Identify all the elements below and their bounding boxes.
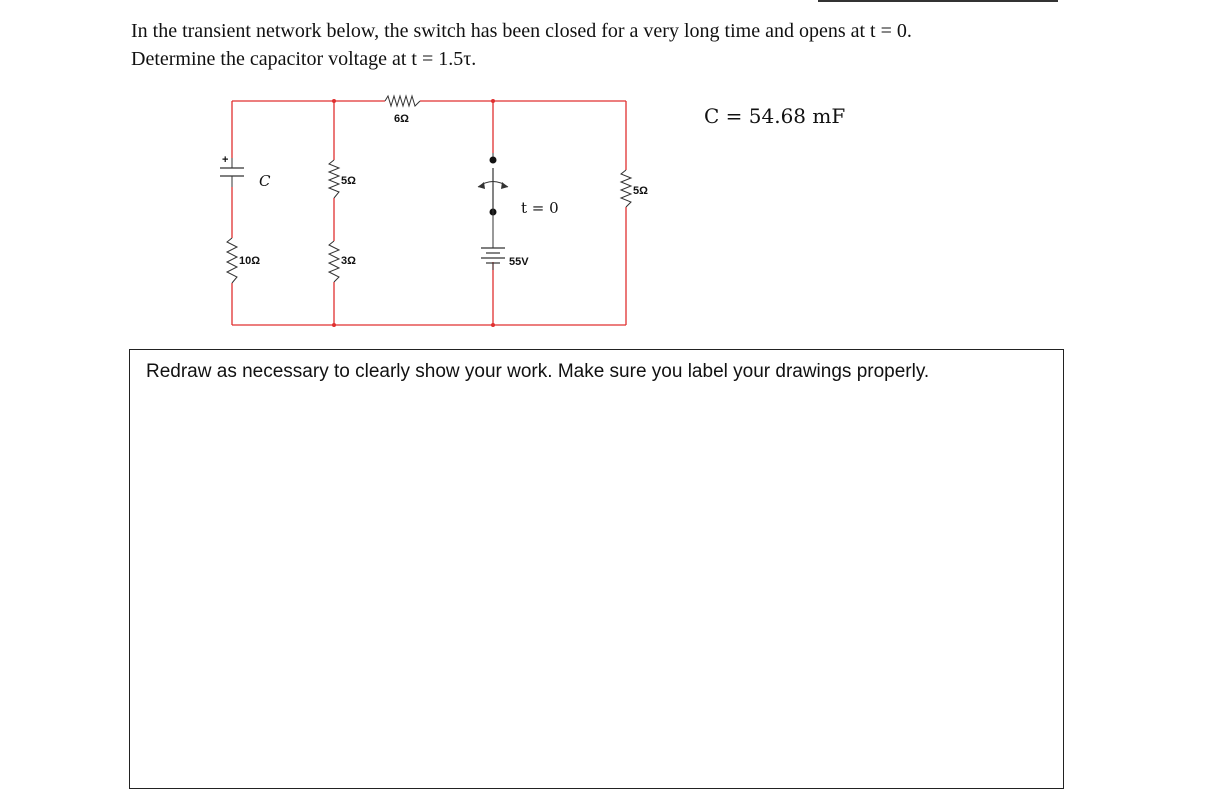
node-dots (332, 99, 495, 327)
work-area-box[interactable] (129, 349, 1064, 789)
voltage-source-55v (481, 234, 529, 270)
voltage-source-label: 55V (509, 256, 529, 268)
problem-line-1: In the transient network below, the switch has been closed for a very long time and opens at t = 0. (131, 20, 912, 42)
resistor-6-ohm (385, 96, 420, 125)
circuit-wires (232, 101, 626, 325)
work-area-instruction: Redraw as necessary to clearly show your work. Make sure you label your drawings properly. (146, 361, 930, 382)
resistor-5-ohm-right (621, 170, 648, 207)
resistor-5-ohm-right-label: 5Ω (633, 185, 648, 197)
resistor-5-ohm-mid-label: 5Ω (341, 175, 356, 187)
switch (478, 153, 559, 234)
resistor-6-ohm-label: 6Ω (394, 113, 409, 125)
switch-label: t = 0 (521, 199, 559, 217)
resistor-10-ohm-label: 10Ω (239, 255, 261, 267)
capacitor-polarity: + (222, 154, 229, 166)
capacitor (220, 154, 271, 190)
resistor-6-ohm-zigzag (385, 96, 420, 106)
resistor-3-ohm (329, 241, 356, 282)
resistor-5-ohm-mid (329, 160, 356, 198)
capacitor-value: C = 54.68 mF (704, 104, 846, 128)
problem-line-2: Determine the capacitor voltage at t = 1.5τ. (131, 48, 477, 70)
resistor-3-ohm-label: 3Ω (341, 255, 356, 267)
resistor-10-ohm (227, 238, 260, 283)
capacitor-label: C (259, 172, 271, 190)
